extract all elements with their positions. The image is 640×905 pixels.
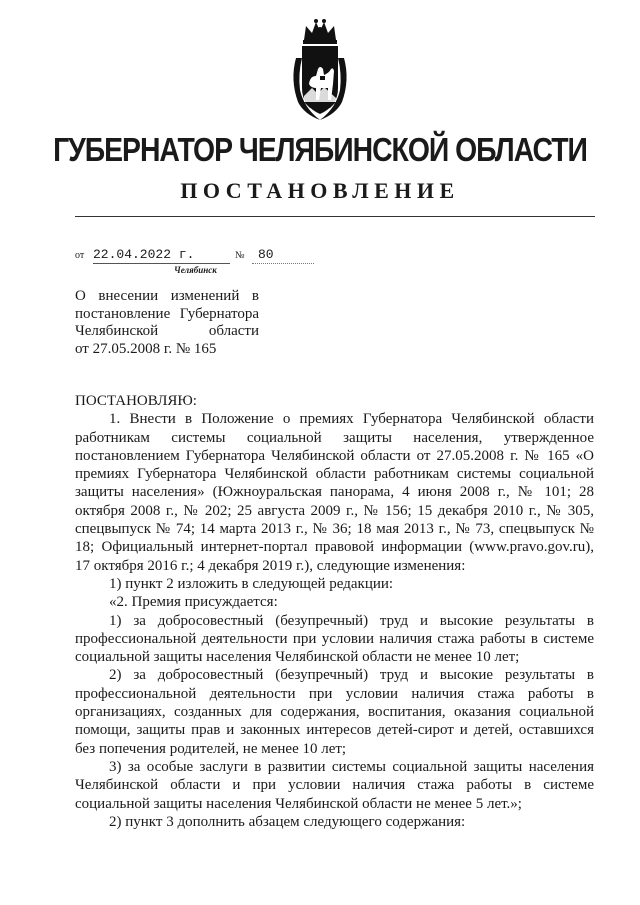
- document-date: 22.04.2022 г.: [93, 246, 230, 264]
- document-body: [75, 392, 594, 831]
- subject-line: постановление Губернатора: [75, 305, 259, 322]
- body-paragraph: 2) пункт 3 дополнить абзацем следующего содержания:: [109, 813, 466, 830]
- org-title: ГУБЕРНАТОР ЧЕЛЯБИНСКОЙ ОБЛАСТИ: [53, 131, 587, 168]
- decree-word: ПОСТАНОВЛЯЮ:: [75, 393, 197, 409]
- document-subject: [75, 288, 259, 358]
- registration-row: [75, 247, 335, 267]
- subject-line: Челябинской области: [75, 323, 259, 339]
- subject-line: от 27.05.2008 г. № 165: [75, 340, 217, 357]
- body-paragraph: 1) пункт 2 изложить в следующей редакции:: [109, 575, 394, 592]
- chelyabinsk-coat-of-arms-icon: [290, 18, 350, 124]
- document-number: 80: [252, 246, 314, 264]
- city-label: Челябинск: [174, 265, 217, 275]
- body-paragraph: 1. Внести в Положение о премиях Губернатора Челябинской области работникам системы социальной защиты населения, утвержденное постановлением Губернатора Челябинской области от 27.05.2008 г. № 165 «О премиях Губернатора Челябинской области работникам системы социальной защиты населения» (Южноуральская панорама, 4 июня 2008 г., № 101; 28 октября 2008 г., № 202; 25 августа 2009 г., № 156; 15 декабря 2010 г., № 305, спецвыпуск № 74; 14 марта 2013 г., № 36; 18 мая 2013 г., № 73, спецвыпуск № 18; Официальный интернет-портал правовой информации (www.pravo.gov.ru), 17 октября 2016 г.; 4 декабря 2019 г.), следующие изменения:: [75, 411, 594, 574]
- document-type-heading: ПОСТАНОВЛЕНИЕ: [180, 178, 460, 203]
- date-label: от: [75, 250, 85, 261]
- body-paragraph: «2. Премия присуждается:: [109, 594, 278, 611]
- body-paragraph: 1) за добросовестный (безупречный) труд и высокие результаты в профессиональной деятельности при условии наличия стажа работы в системе социальной защиты населения Челябинской области не менее 10 лет;: [75, 612, 594, 666]
- body-paragraph: 2) за добросовестный (безупречный) труд и высокие результаты в профессиональной деятельности при условии наличия стажа работы в организациях, созданных для содержания, воспитания, оказания социальной помощи, защиты прав и законных интересов детей-сирот и детей, оставшихся без попечения родителей, не менее 10 лет;: [75, 667, 594, 757]
- number-label: №: [235, 250, 245, 261]
- body-paragraph: 3) за особые заслуги в развитии системы социальной защиты населения Челябинской области и при условии наличия стажа работы в системе социальной защиты населения Челябинской области не менее 5 лет.»;: [75, 758, 594, 812]
- subject-line: О внесении изменений в: [75, 288, 259, 304]
- header-divider: [75, 216, 595, 217]
